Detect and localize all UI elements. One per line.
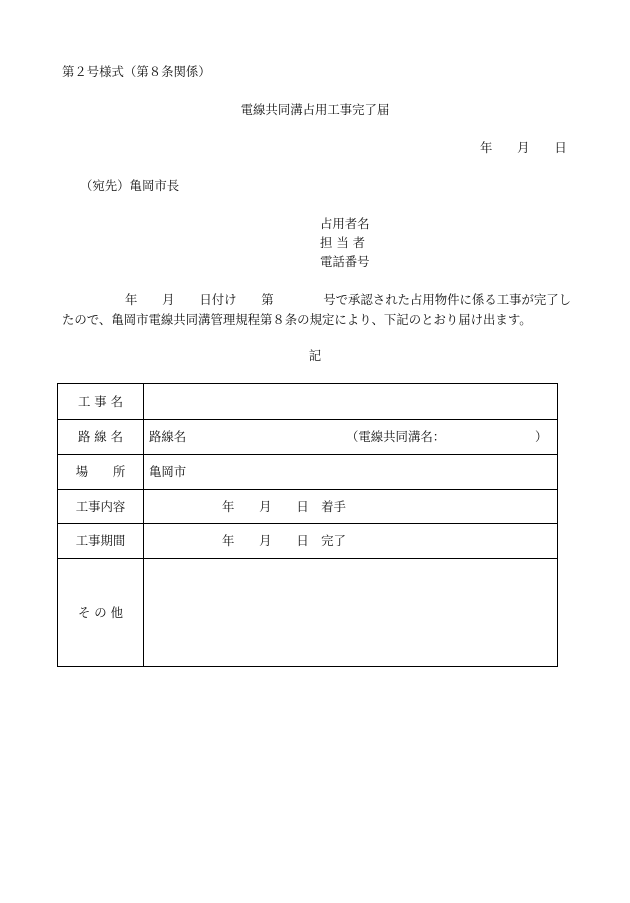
table-row-other <box>58 558 557 666</box>
occupant-name-label: 占用者名 <box>320 216 370 231</box>
table-row-work-name <box>58 384 557 419</box>
completion-details-table <box>57 383 558 667</box>
table-row-work-content <box>58 489 557 523</box>
row-value-work-start <box>144 490 557 523</box>
date-line: 年 月 日 <box>480 140 567 155</box>
table-row-route-name <box>58 419 557 454</box>
addressee: （宛先）亀岡市長 <box>80 178 180 193</box>
row-label: 工事内容 <box>58 490 144 523</box>
table-row-location <box>58 454 557 489</box>
row-value-work-name <box>144 384 557 419</box>
work-end-date: 年 月 日 完了 <box>222 533 346 548</box>
table-row-work-period <box>58 523 557 558</box>
route-name-text: 路線名 <box>149 429 187 444</box>
row-label: そ の 他 <box>58 559 144 666</box>
row-value-route-name <box>144 420 557 454</box>
row-label: 路 線 名 <box>58 420 144 454</box>
work-start-date: 年 月 日 着手 <box>222 498 346 514</box>
person-in-charge-label: 担 当 者 <box>320 235 366 250</box>
row-value-location <box>144 455 557 489</box>
body-line-1: 年 月 日付け 第 号で承認された占用物件に係る工事が完了し <box>125 292 572 307</box>
conduit-name-open: （電線共同溝名： <box>346 429 446 444</box>
row-label: 工 事 名 <box>58 384 144 419</box>
conduit-name-close: ） <box>535 429 548 444</box>
note-heading: 記 <box>308 348 322 363</box>
row-label: 場 所 <box>58 455 144 489</box>
body-line-2: たので、亀岡市電線共同溝管理規程第８条の規定により、下記のとおり届け出ます。 <box>62 312 532 327</box>
location-text: 亀岡市 <box>149 464 187 479</box>
form-number: 第２号様式（第８条関係） <box>62 64 211 79</box>
phone-number-label: 電話番号 <box>320 254 370 269</box>
document-title: 電線共同溝占用工事完了届 <box>240 102 390 117</box>
row-value-other <box>144 559 557 666</box>
row-label: 工事期間 <box>58 524 144 558</box>
row-value-work-end <box>144 524 557 558</box>
